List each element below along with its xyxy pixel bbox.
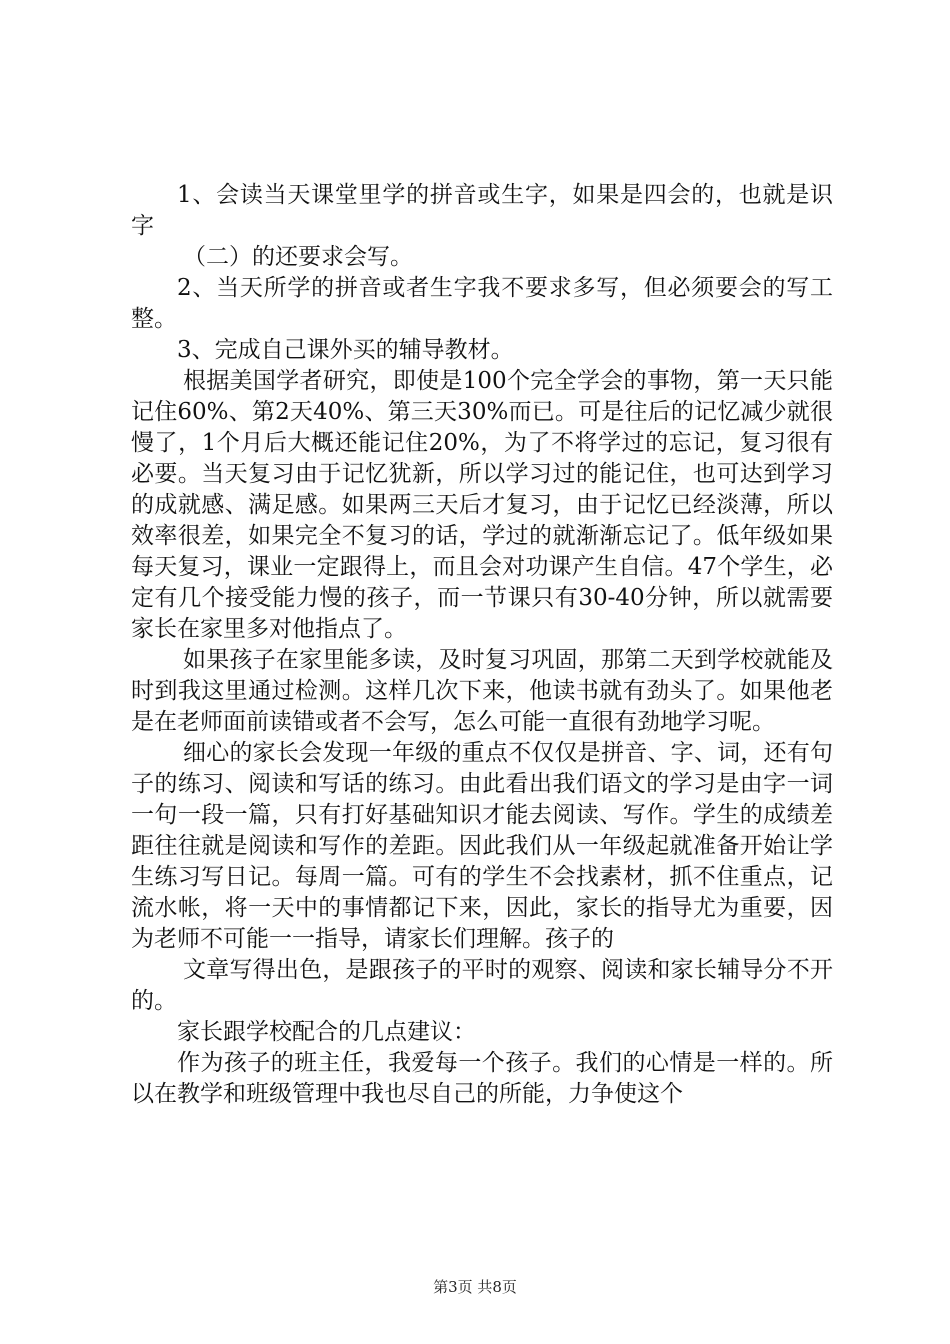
paragraph-5: 根据美国学者研究，即使是100个完全学会的事物，第一天只能记住60%、第2天40%、第三天30%而已。可是往后的记忆减少就很慢了，1个月后大概还能记住20%，为了不将学过的忘记，复习很有必要。当天复习由于记忆犹新，所以学习过的能记住，也可达到学习的成就感、满足感。如果两三天后才复习，由于记忆已经淡薄，所以效率很差，如果完全不复习的话，学过的就渐渐忘记了。低年级如果每天复习，课业一定跟得上，而且会对功课产生自信。47个学生，必定有几个接受能力慢的孩子，而一节课只有30-40分钟，所以就需要家长在家里多对他指点了。 [131,368,833,642]
document-body [131,180,833,1110]
paragraph-10: 作为孩子的班主任，我爱每一个孩子。我们的心情是一样的。所以在教学和班级管理中我也尽自己的所能，力争使这个 [131,1050,833,1107]
paragraph-1: 1、会读当天课堂里学的拼音或生字，如果是四会的，也就是识字 [131,182,833,239]
page-number-footer: 第3页 共8页 [433,1278,517,1296]
paragraph-6: 如果孩子在家里能多读，及时复习巩固，那第二天到学校就能及时到我这里通过检测。这样几次下来，他读书就有劲头了。如果他老是在老师面前读错或者不会写，怎么可能一直很有劲地学习呢。 [131,647,833,735]
paragraph-7: 细心的家长会发现一年级的重点不仅仅是拼音、字、词，还有句子的练习、阅读和写话的练习。由此看出我们语文的学习是由字一词一句一段一篇，只有打好基础知识才能去阅读、写作。学生的成绩差距往往就是阅读和写作的差距。因此我们从一年级起就准备开始让学生练习写日记。每周一篇。可有的学生不会找素材，抓不住重点，记流水帐，将一天中的事情都记下来，因此，家长的指导尤为重要，因为老师不可能一一指导，请家长们理解。孩子的 [131,740,833,952]
paragraph-4: 3、完成自己课外买的辅导教材。 [177,337,514,363]
paragraph-8: 文章写得出色，是跟孩子的平时的观察、阅读和家长辅导分不开的。 [131,957,833,1014]
paragraph-3: 2、当天所学的拼音或者生字我不要求多写，但必须要会的写工整。 [131,275,833,332]
paragraph-2: （二）的还要求会写。 [183,244,413,270]
paragraph-9: 家长跟学校配合的几点建议： [177,1019,476,1045]
